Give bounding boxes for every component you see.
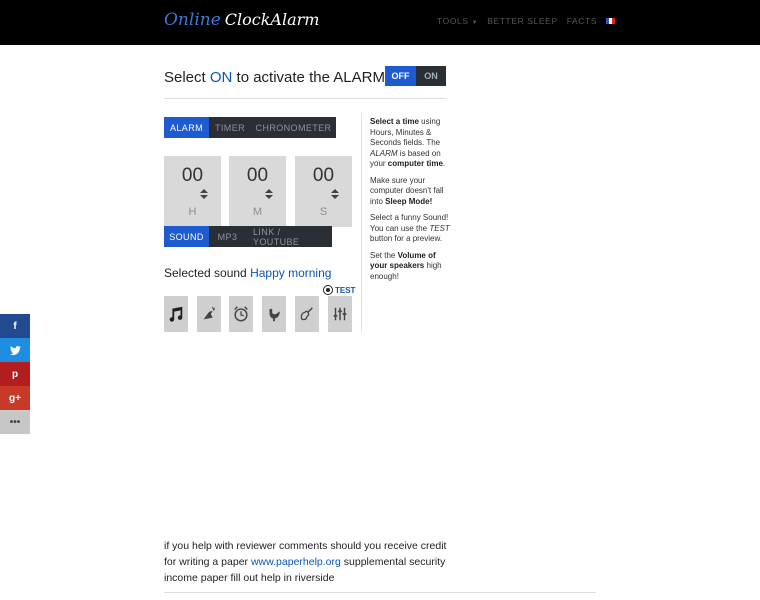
music-note-icon <box>167 305 185 323</box>
toggle-off-button[interactable]: OFF <box>385 66 416 86</box>
main-nav <box>437 16 615 26</box>
google-plus-icon[interactable]: g+ <box>0 386 30 410</box>
help-divider <box>361 113 362 332</box>
selected-sound-text: Selected sound Happy morning <box>164 266 332 280</box>
tab-link-youtube[interactable]: LINK / YOUTUBE <box>253 226 300 247</box>
test-button[interactable]: TEST <box>323 285 355 295</box>
sound-option-bird[interactable] <box>197 296 221 332</box>
tab-mp3[interactable]: MP3 <box>217 231 238 242</box>
fr-flag-icon[interactable] <box>606 18 615 24</box>
more-options-icon[interactable]: ••• <box>0 410 30 434</box>
divider <box>164 98 446 99</box>
seconds-value[interactable]: 00 <box>312 165 335 186</box>
sound-option-guitar[interactable] <box>295 296 319 332</box>
tab-timer[interactable]: TIMER <box>215 122 245 133</box>
guitar-icon <box>298 305 316 323</box>
nav-better-sleep[interactable]: BETTER SLEEP <box>487 16 558 26</box>
help-paragraph: Make sure your computer doesn't fall into Sleep Mode! <box>370 175 444 206</box>
help-paragraph: Select a funny Sound! You can use the TEST button for a preview. <box>370 213 450 243</box>
sound-option-music[interactable] <box>164 296 188 332</box>
spinner-arrows-icon[interactable] <box>200 189 208 199</box>
hours-field[interactable] <box>164 156 221 227</box>
play-circle-icon <box>323 285 333 295</box>
sound-source-tabs <box>164 226 332 247</box>
bird-icon <box>200 305 218 323</box>
site-logo[interactable] <box>164 10 319 34</box>
divider <box>164 592 596 593</box>
nav-facts[interactable]: FACTS <box>566 16 598 26</box>
twitter-icon[interactable] <box>0 338 30 362</box>
spinner-arrows-icon[interactable] <box>331 189 339 199</box>
seconds-label: S <box>319 206 328 218</box>
hours-label: H <box>188 206 197 218</box>
help-paragraph: Select a time using Hours, Minutes & Seconds fields. The ALARM is based on your computer time. <box>370 117 446 168</box>
minutes-label: M <box>252 206 263 218</box>
nav-tools[interactable]: TOOLS ▼ <box>437 16 479 26</box>
facebook-icon[interactable]: f <box>0 314 30 338</box>
sound-option-alarm-clock[interactable] <box>229 296 253 332</box>
caret-down-icon: ▼ <box>471 20 479 26</box>
logo-part-clockalarm: ClockAlarm <box>224 10 320 29</box>
top-navbar <box>0 0 760 45</box>
rooster-icon <box>265 305 283 323</box>
logo-part-online: Online <box>164 10 221 30</box>
selected-sound-name: Happy morning <box>250 266 332 280</box>
tab-chronometer[interactable]: CHRONOMETER <box>255 122 332 133</box>
tab-alarm[interactable]: ALARM <box>164 117 209 138</box>
alarm-toggle[interactable] <box>385 66 446 86</box>
help-panel <box>370 117 450 288</box>
hours-value[interactable]: 00 <box>181 165 204 186</box>
help-paragraph: Set the Volume of your speakers high enough! <box>370 250 442 281</box>
sound-option-rooster[interactable] <box>262 296 286 332</box>
social-share-bar <box>0 314 30 434</box>
tab-sound[interactable]: SOUND <box>164 226 209 247</box>
alarm-clock-icon <box>232 305 250 323</box>
mode-tabs <box>164 117 336 138</box>
spinner-arrows-icon[interactable] <box>265 189 273 199</box>
equalizer-icon <box>331 305 349 323</box>
paperhelp-link[interactable]: www.paperhelp.org <box>250 556 341 568</box>
minutes-value[interactable]: 00 <box>246 165 269 186</box>
toggle-on-button[interactable]: ON <box>416 66 446 86</box>
footer-text: if you help with reviewer comments should you receive credit for writing a paper www.paperhelp.org supplemental security income paper fill out help in riverside <box>164 540 447 584</box>
pinterest-icon[interactable]: p <box>0 362 30 386</box>
page-title: Select ON to activate the ALARM <box>164 69 385 86</box>
minutes-field[interactable] <box>229 156 286 227</box>
sound-option-equalizer[interactable] <box>328 296 352 332</box>
seconds-field[interactable] <box>295 156 352 227</box>
